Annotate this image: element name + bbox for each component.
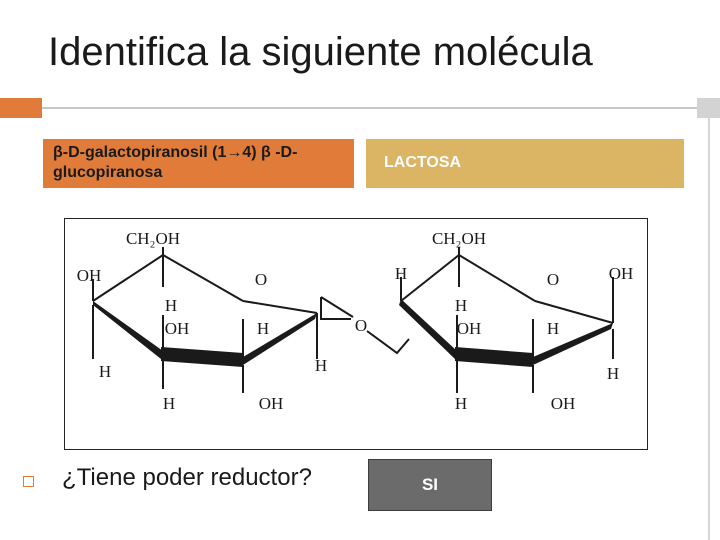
left-oh-c3-label: OH xyxy=(164,319,190,338)
left-h-c4-label: H xyxy=(164,296,178,315)
right-oh-anomeric-label: OH xyxy=(608,264,634,283)
answer-box: SI xyxy=(368,459,492,511)
left-h-c2-label: H xyxy=(256,319,270,338)
left-h-bottom-label: H xyxy=(162,394,176,413)
right-ring xyxy=(395,229,633,413)
bullet-icon xyxy=(23,476,34,487)
left-ring-o-label: O xyxy=(254,270,268,289)
right-ring-front-bold-edge xyxy=(455,347,533,367)
systematic-name-box: β-D-galactopiranosil (1→4) β -D-glucopiranosa xyxy=(43,139,354,188)
left-oh-bottom-label: OH xyxy=(258,394,284,413)
left-ring-back-bonds xyxy=(93,255,317,313)
right-h-anomeric-label: H xyxy=(606,364,620,383)
header-divider xyxy=(42,107,697,109)
left-h-c5-label: H xyxy=(98,362,112,381)
right-ring-o-label: O xyxy=(546,270,560,289)
molecule-diagram xyxy=(64,218,648,450)
right-edge-line xyxy=(708,118,710,540)
slide-title: Identifica la siguiente molécula xyxy=(48,30,593,74)
right-h-left-label: H xyxy=(394,264,408,283)
left-h-anomeric-label: H xyxy=(314,356,328,375)
bridge-o-label: O xyxy=(354,316,368,335)
right-ring-back-bonds xyxy=(401,255,613,323)
left-ring-verticals xyxy=(93,247,317,393)
right-oh-bottom-label: OH xyxy=(550,394,576,413)
question-text: ¿Tiene poder reductor? xyxy=(62,464,312,491)
header-accent-bar xyxy=(0,98,42,118)
right-ch2oh-label: CH₂OH xyxy=(431,229,487,248)
glycosidic-bond xyxy=(321,297,409,353)
header-end-block xyxy=(697,98,720,118)
right-h-bottom-label: H xyxy=(454,394,468,413)
left-ch2oh-label: CH₂OH xyxy=(125,229,181,248)
left-oh-top-label: OH xyxy=(76,266,102,285)
right-h-c2-label: H xyxy=(546,319,560,338)
right-oh-c3-label: OH xyxy=(456,319,482,338)
left-ring xyxy=(77,229,327,413)
lactose-structure xyxy=(65,219,649,451)
common-name-box: LACTOSA xyxy=(366,139,684,188)
left-ring-front-bold-edge xyxy=(161,347,243,367)
right-h-c4-label: H xyxy=(454,296,468,315)
right-ring-verticals xyxy=(401,247,613,393)
